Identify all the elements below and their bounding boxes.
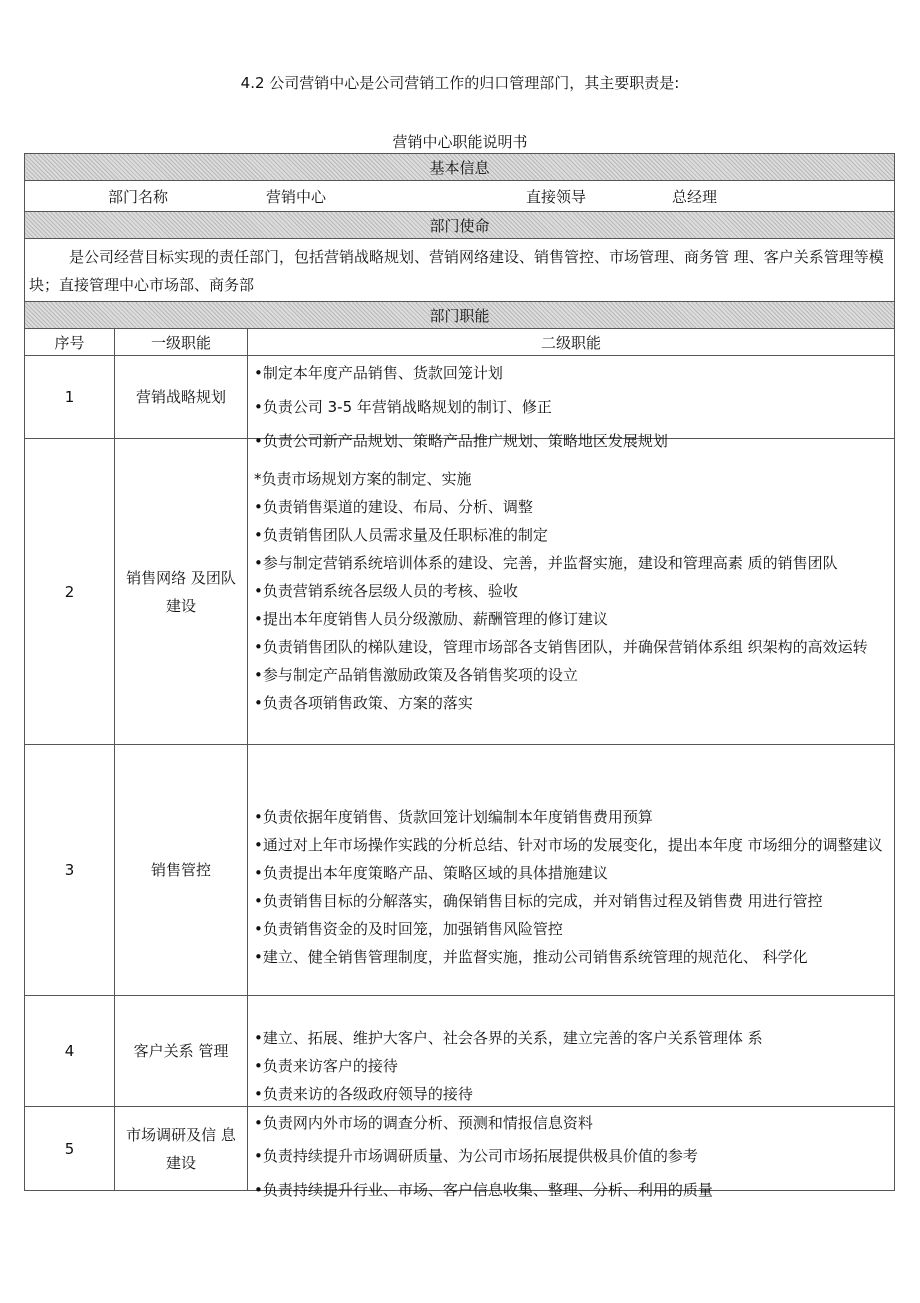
level1-function: 销售网络 及团队建设 [115, 439, 248, 745]
level2-functions [248, 439, 895, 745]
duty-item: •负责网内外市场的调查分析、预测和情报信息资料 [254, 1114, 593, 1132]
duty-item: •参与制定产品销售激励政策及各销售奖项的设立 [254, 666, 578, 684]
table-row [25, 745, 895, 996]
duty-item: •负责各项销售政策、方案的落实 [254, 694, 473, 712]
dept-name-label: 部门名称 [108, 187, 169, 206]
table-row [25, 996, 895, 1107]
row-number: 5 [25, 1107, 115, 1191]
duty-item: •负责依据年度销售、货款回笼计划编制本年度销售费用预算 [254, 808, 653, 826]
document-title: 营销中心职能说明书 [392, 133, 528, 151]
leader-label: 直接领导 [526, 187, 587, 206]
table-row [25, 356, 895, 439]
leader-value: 总经理 [672, 187, 718, 206]
level1-function: 销售管控 [115, 745, 248, 996]
duty-item: *负责市场规划方案的制定、实施 [254, 470, 472, 488]
level1-function: 客户关系 管理 [115, 996, 248, 1107]
col-header-no: 序号 [25, 329, 115, 356]
duty-item: •通过对上年市场操作实践的分析总结、针对市场的发展变化，提出本年度 市场细分的调整建议 [254, 836, 883, 854]
col-header-level1: 一级职能 [115, 329, 248, 356]
level2-functions [248, 356, 895, 450]
duty-item: •负责销售资金的及时回笼，加强销售风险管控 [254, 920, 563, 938]
duty-item: •负责持续提升行业、市场、客户信息收集、整理、分析、利用的质量 [254, 1181, 713, 1199]
row-number: 2 [25, 439, 115, 745]
level2-functions [248, 1107, 895, 1199]
row-number: 4 [25, 996, 115, 1107]
level2-functions [248, 996, 895, 1107]
duty-item: •建立、拓展、维护大客户、社会各界的关系，建立完善的客户关系管理体 系 [254, 1029, 763, 1047]
mission-header: 部门使命 [25, 212, 895, 239]
duty-item: •负责公司新产品规划、策略产品推广规划、策略地区发展规划 [254, 432, 668, 450]
level1-function: 市场调研及信 息建设 [115, 1107, 248, 1191]
mission-text: 是公司经营目标实现的责任部门，包括营销战略规划、营销网络建设、销售管控、市场管理、商务管 理、客户关系管理等模块；直接管理中心市场部、商务部 [25, 239, 895, 302]
table-row [25, 1107, 895, 1191]
functions-header: 部门职能 [25, 302, 895, 329]
duty-item: •参与制定营销系统培训体系的建设、完善，并监督实施，建设和管理高素 质的销售团队 [254, 554, 838, 572]
basic-info-header: 基本信息 [25, 154, 895, 181]
duty-item: •负责销售渠道的建设、布局、分析、调整 [254, 498, 533, 516]
duty-item: •制定本年度产品销售、货款回笼计划 [254, 364, 503, 382]
row-number: 3 [25, 745, 115, 996]
duty-item: •负责持续提升市场调研质量、为公司市场拓展提供极具价值的参考 [254, 1147, 698, 1165]
col-header-level2: 二级职能 [248, 329, 895, 356]
duty-item: •负责提出本年度策略产品、策略区域的具体措施建议 [254, 864, 608, 882]
level2-functions [248, 745, 895, 996]
table-row [25, 439, 895, 745]
row-number: 1 [25, 356, 115, 439]
dept-name-value: 营销中心 [266, 187, 327, 206]
basic-info-row [25, 181, 895, 212]
duty-item: •负责销售团队人员需求量及任职标准的制定 [254, 526, 548, 544]
duty-item: •负责营销系统各层级人员的考核、验收 [254, 582, 518, 600]
duty-item: •提出本年度销售人员分级激励、薪酬管理的修订建议 [254, 610, 608, 628]
duty-item: •负责销售目标的分解落实，确保销售目标的完成，并对销售过程及销售费 用进行管控 [254, 892, 823, 910]
function-table [24, 153, 895, 1199]
duty-item: •负责公司 3-5 年营销战略规划的制订、修正 [254, 398, 552, 416]
duty-item: •负责销售团队的梯队建设，管理市场部各支销售团队，并确保营销体系组 织架构的高效运转 [254, 638, 868, 656]
duty-item: •建立、健全销售管理制度，并监督实施，推动公司销售系统管理的规范化、 科学化 [254, 948, 808, 966]
duty-item: •负责来访的各级政府领导的接待 [254, 1085, 473, 1103]
duty-item: •负责来访客户的接待 [254, 1057, 398, 1075]
intro-text: 4.2 公司营销中心是公司营销工作的归口管理部门，其主要职责是: [240, 74, 680, 92]
level1-function: 营销战略规划 [115, 356, 248, 439]
